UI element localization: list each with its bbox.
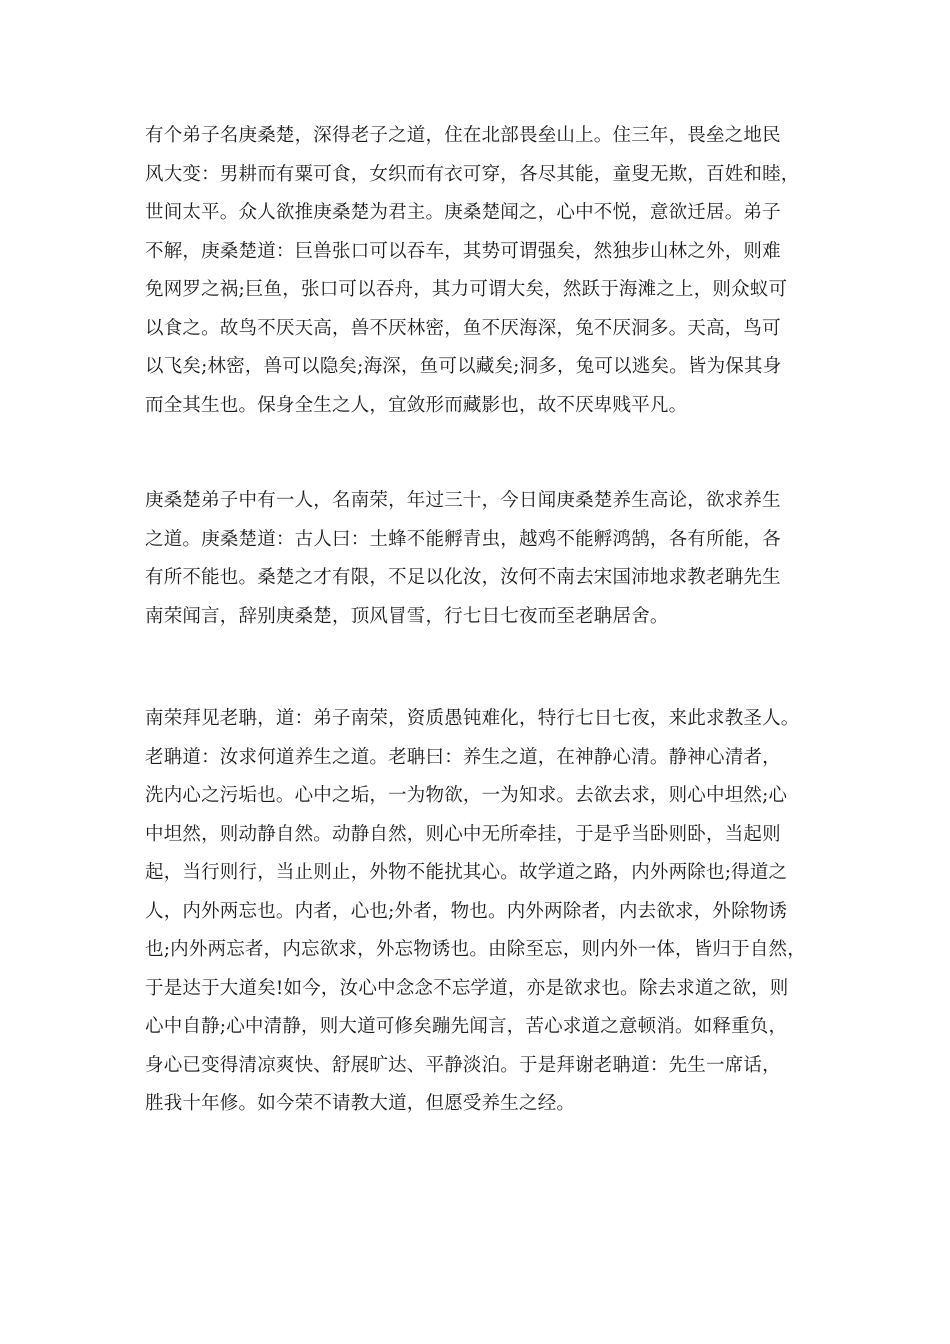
text-line: 以飞矣;林密，兽可以隐矣;海深，鱼可以藏矣;洞多，兔可以逃矣。皆为保其身 [145,356,782,377]
text-line: 以食之。故鸟不厌天高，兽不厌林密，鱼不厌海深，兔不厌洞多。天高，鸟可 [145,317,781,339]
text-line: 中坦然，则动静自然。动静自然，则心中无所牵挂，于是乎当卧则卧，当起则 [145,823,781,845]
text-line: 而全其生也。保身全生之人，宜敛形而藏影也，故不厌卑贱平凡。 [145,394,688,416]
text-line: 也;内外两忘者，内忘欲求，外忘物诱也。由除至忘，则内外一体，皆归于自然， [145,939,806,960]
paragraph-3 [145,700,825,1124]
text-line: 世间太平。众人欲推庚桑楚为君主。庚桑楚闻之，心中不悦，意欲迁居。弟子 [145,202,781,223]
text-line: 南荣闻言，辞别庚桑楚，顶风冒雪，行七日七夜而至老聃居舍。 [145,605,669,627]
text-line: 免网罗之祸;巨鱼，张口可以吞舟，其力可谓大矣，然跃于海滩之上，则众蚁可 [145,279,788,300]
text-line: 风大变：男耕而有粟可食，女织而有衣可穿，各尽其能，童叟无欺，百姓和睦， [145,163,800,185]
text-line: 洗内心之污垢也。心中之垢，一为物欲，一为知求。去欲去求，则心中坦然;心 [145,785,788,806]
text-line: 老聃道：汝求何道养生之道。老聃曰：养生之道，在神静心清。静神心清者， [145,746,781,768]
text-line: 心中自静;心中清静，则大道可修矣蹦先闻言，苦心求道之意顿消。如释重负， [145,1016,788,1037]
text-line: 胜我十年修。如今荣不请教大道，但愿受养生之经。 [145,1093,576,1114]
text-line: 之道。庚桑楚道：古人曰：土蜂不能孵青虫，越鸡不能孵鸿鹄，各有所能，各 [145,528,781,550]
text-line: 人，内外两忘也。内者，心也;外者，物也。内外两除者，内去欲求，外除物诱 [145,900,788,922]
text-line: 有所不能也。桑楚之才有限，不足以化汝，汝何不南去宋国沛地求教老聃先生 [145,567,781,588]
text-line: 起，当行则行，当止则止，外物不能扰其心。故学道之路，内外两除也;得道之 [145,862,788,883]
text-line: 于是达于大道矣!如今，汝心中念念不忘学道，亦是欲求也。除去求道之欲，则 [145,977,789,999]
paragraph-1 [145,117,825,425]
text-line: 身心已变得清凉爽快、舒展旷达、平静淡泊。于是拜谢老聃道：先生一席话， [145,1054,781,1076]
text-line: 庚桑楚弟子中有一人，名南荣，年过三十，今日闻庚桑楚养生高论，欲求养生 [145,490,781,511]
paragraph-2 [145,482,825,636]
text-line: 不解，庚桑楚道：巨兽张口可以吞车，其势可谓强矣，然独步山林之外，则难 [145,240,781,262]
text-line: 南荣拜见老聃，道：弟子南荣，资质愚钝难化，特行七日七夜，来此求教圣人。 [145,708,800,729]
text-line: 有个弟子名庚桑楚，深得老子之道，住在北部畏垒山上。住三年，畏垒之地民 [145,125,781,146]
